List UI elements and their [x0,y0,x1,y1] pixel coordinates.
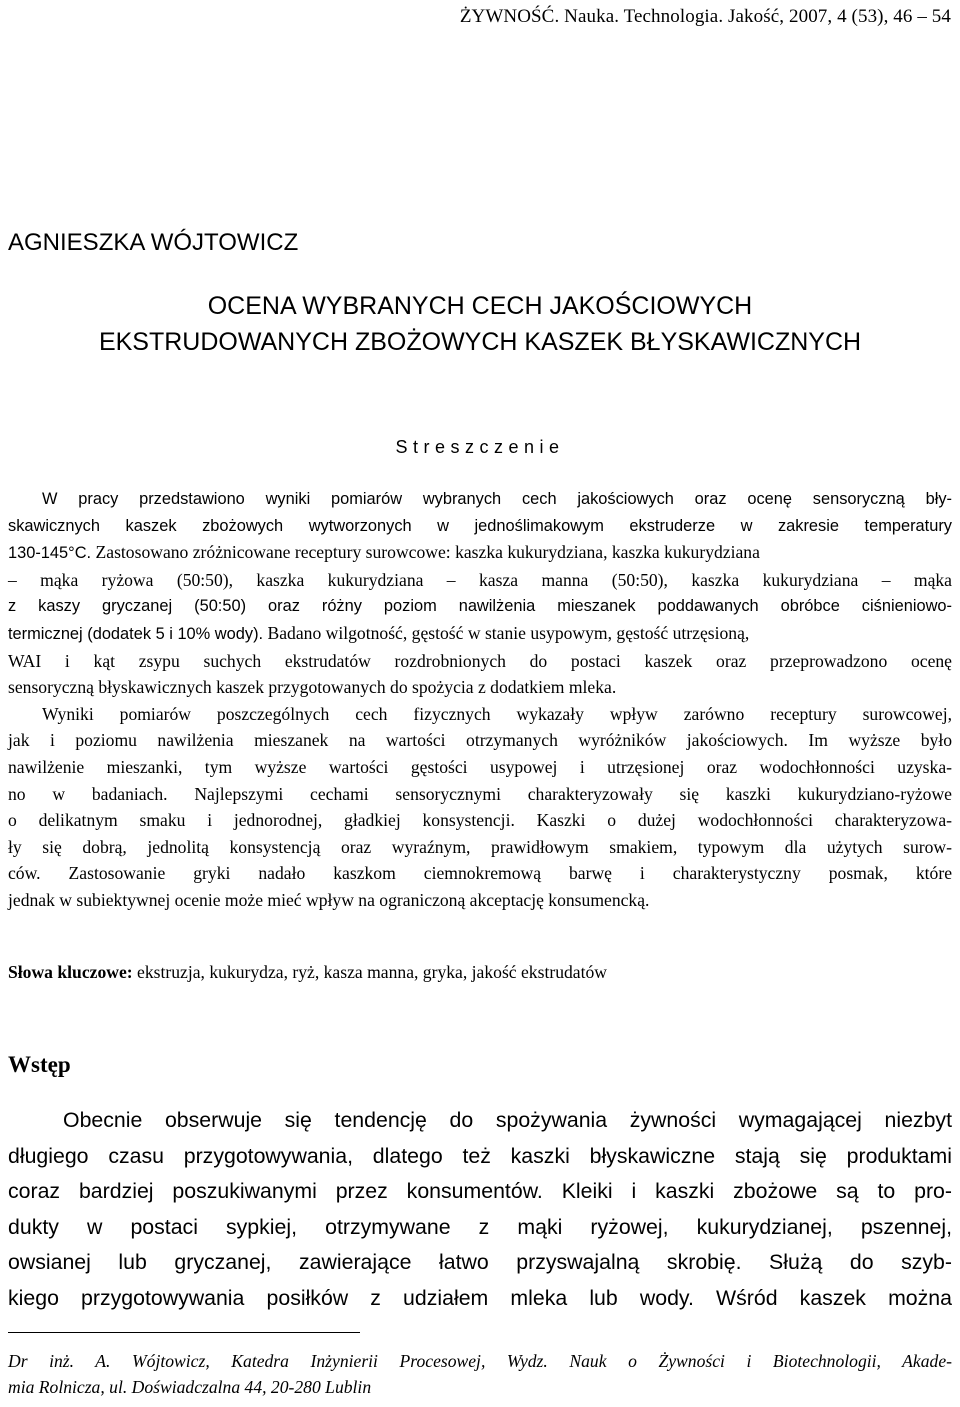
body-line: owsianej lub gryczanej, zawierające łatwo przyswajalną skrobię. Służą do szyb- [8,1250,952,1275]
abstract-line: ły się dobrą, jednolitą konsystencją oraz wyraźnym, prawidłowym smakiem, typowym dla użytych surow- [8,836,952,857]
abstract-line: skawicznych kaszek zbożowych wytworzonych w jednoślimakowym ekstruderze w zakresie temperatury [8,516,952,535]
abstract-line: o delikatnym smaku i jednorodnej, gładkiej konsystencji. Kaszki o dużej wodochłonności charakteryzowa- [8,810,952,831]
author-footnote [8,1349,952,1400]
footnote-line: Dr inż. A. Wójtowicz, Katedra Inżynierii Procesowej, Wydz. Nauk o Żywności i Biotechnologii, Akade- [8,1351,952,1371]
abstract-heading: Streszczenie [395,437,565,457]
abstract-fragment: Zastosowano zróżnicowane receptury surowcowe: kaszka kukurydziana, kaszka kukurydziana [91,542,760,563]
abstract-line: jednak w subiektywnej ocenie może mieć wpływ na ograniczoną akceptację konsumencką. [8,889,650,910]
abstract-line-mixed [8,539,952,567]
keywords [8,962,607,983]
body-line: dukty w postaci sypkiej, otrzymywane z mąki ryżowej, kukurydzianej, pszennej, [8,1214,952,1239]
abstract-line: ców. Zastosowanie gryki nadało kaszkom ciemnokremową barwę i charakterystyczny posmak, które [8,863,952,884]
journal-header: ŻYWNOŚĆ. Nauka. Technologia. Jakość, 2007, 4 (53), 46 – 54 [459,6,951,27]
abstract-fragment: 130-145°C. [8,544,92,563]
section-body [8,1103,952,1317]
section-heading: Wstęp [8,1052,71,1077]
keywords-text: ekstruzja, kukurydza, ryż, kasza manna, gryka, jakość ekstrudatów [132,962,607,982]
abstract-line: Wyniki pomiarów poszczególnych cech fizycznych wykazały wpływ zarówno receptury surowcowej, [42,703,952,724]
abstract-fragment: Badano wilgotność, gęstość w stanie usypowym, gęstość utrzęsioną, [263,622,750,643]
body-line: kiego przygotowywania posiłków z udziałem mleka lub wody. Wśród kaszek można [8,1285,952,1310]
abstract-line: sensoryczną błyskawicznych kaszek przygotowanych do spożycia z dodatkiem mleka. [8,677,617,698]
abstract-body [8,486,952,914]
abstract-line: jak i poziomu nawilżenia mieszanek na wartości otrzymanych wyróżników jakościowych. Im wyższe było [8,730,952,751]
body-line: coraz bardziej poszukiwanymi przez konsumentów. Kleiki i kaszki zbożowe są to pro- [8,1179,952,1204]
footnote-line: mia Rolnicza, ul. Doświadczalna 44, 20-280 Lublin [8,1376,372,1397]
author-name: AGNIESZKA WÓJTOWICZ [8,229,299,256]
abstract-line-mixed [8,620,952,648]
abstract-line: W pracy przedstawiono wyniki pomiarów wybranych cech jakościowych oraz ocenę sensoryczną bły- [42,490,952,508]
article-title [0,288,960,360]
abstract-line: WAI i kąt zsypu suchych ekstrudatów rozdrobnionych do postaci kaszek oraz przeprowadzono ocenę [8,650,952,671]
abstract-line: z kaszy gryczanej (50:50) oraz różny poziom nawilżenia mieszanek poddawanych obróbce ciśnieniowo- [8,597,952,616]
title-line: OCENA WYBRANYCH CECH JAKOŚCIOWYCH [207,292,753,320]
keywords-label: Słowa kluczowe: [8,962,133,982]
abstract-fragment: termicznej (dodatek 5 i 10% wody). [8,624,264,643]
body-line: długiego czasu przygotowywania, dlatego też kaszki błyskawiczne stają się produktami [8,1143,952,1168]
footnote-divider [8,1332,360,1333]
abstract-line: – mąka ryżowa (50:50), kaszka kukurydziana – kasza manna (50:50), kaszka kukurydziana – mąka [8,569,952,590]
abstract-line: nawilżenie mieszanki, tym wyższe wartości gęstości usypowej i utrzęsionej oraz wodochłonności uzyska- [8,756,952,777]
body-line: Obecnie obserwuje się tendencję do spożywania żywności wymagającej niezbyt [63,1108,952,1132]
title-line: EKSTRUDOWANYCH ZBOŻOWYCH KASZEK BŁYSKAWICZNYCH [98,328,862,356]
abstract-line: no w badaniach. Najlepszymi cechami sensorycznymi charakteryzowały się kaszki kukurydziano-ryżowe [8,783,952,804]
